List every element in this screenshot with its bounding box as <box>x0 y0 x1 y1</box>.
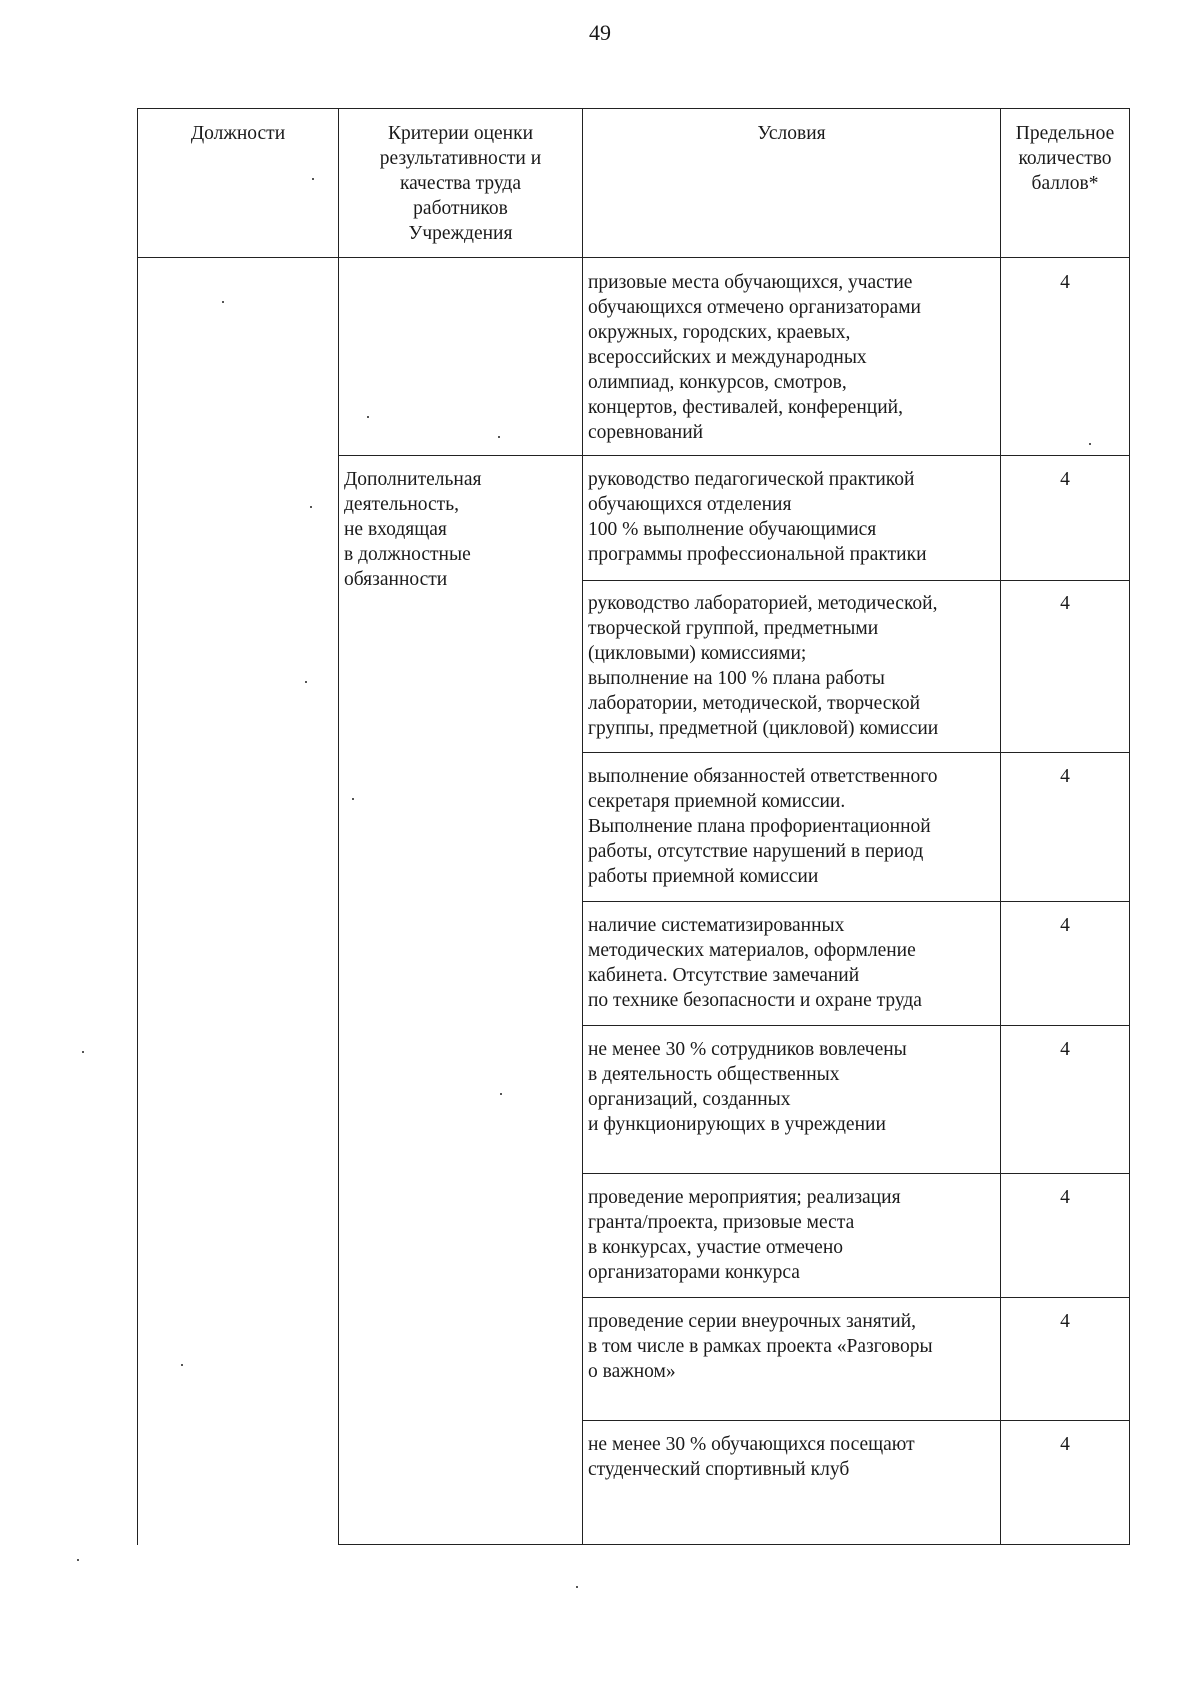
points-value: 4 <box>1060 1311 1070 1332</box>
header-bottom-border <box>137 257 1130 258</box>
scan-speck <box>82 1051 84 1053</box>
scan-speck <box>312 178 314 180</box>
condition-line: методических материалов, оформление <box>588 940 916 961</box>
header-conditions-label: Условия <box>757 123 826 144</box>
row-divider <box>582 1025 1130 1026</box>
scan-speck <box>181 1364 183 1366</box>
scan-speck <box>352 798 354 800</box>
right-border <box>1129 108 1130 1545</box>
table-bottom-border <box>338 1544 1130 1545</box>
condition-line: студенческий спортивный клуб <box>588 1459 850 1480</box>
table-row-conditions <box>588 764 998 889</box>
header-criteria-line: Критерии оценки <box>387 123 534 144</box>
table-row-points <box>1001 764 1129 789</box>
table-row-conditions <box>588 270 998 445</box>
condition-line: гранта/проекта, призовые места <box>588 1212 855 1233</box>
header-positions-label: Должности <box>190 123 286 144</box>
row-divider <box>582 1297 1130 1298</box>
condition-line: работы приемной комиссии <box>588 866 819 887</box>
header-criteria-line: работников <box>413 198 508 219</box>
condition-line: выполнение на 100 % плана работы <box>588 668 885 689</box>
row-divider <box>582 1420 1130 1421</box>
criterion-group-line: деятельность, <box>344 494 459 515</box>
table-row-conditions <box>588 591 998 741</box>
scan-speck <box>498 436 500 438</box>
condition-line: (цикловыми) комиссиями; <box>588 643 807 664</box>
scan-speck <box>77 1559 79 1561</box>
row-divider <box>582 752 1130 753</box>
header-positions <box>138 121 338 146</box>
row-divider <box>582 901 1130 902</box>
condition-line: организаций, созданных <box>588 1089 791 1110</box>
criterion-group-line: в должностные <box>344 544 471 565</box>
condition-line: творческой группой, предметными <box>588 618 879 639</box>
condition-line: и функционирующих в учреждении <box>588 1114 886 1135</box>
condition-line: о важном» <box>588 1361 676 1382</box>
condition-line: руководство лабораторией, методической, <box>588 593 938 614</box>
condition-line: наличие систематизированных <box>588 915 845 936</box>
scan-speck <box>500 1093 502 1095</box>
criterion-group-line: не входящая <box>344 519 447 540</box>
table-row-conditions <box>588 1185 998 1285</box>
header-criteria-line: результативности и <box>379 148 542 169</box>
scan-speck <box>222 301 224 303</box>
condition-line: работы, отсутствие нарушений в период <box>588 841 924 862</box>
scan-speck <box>310 506 312 508</box>
table-row-conditions <box>588 1037 998 1137</box>
table-row-points <box>1001 467 1129 492</box>
condition-line: проведение мероприятия; реализация <box>588 1187 901 1208</box>
condition-line: руководство педагогической практикой <box>588 469 915 490</box>
points-value: 4 <box>1060 1434 1070 1455</box>
points-value: 4 <box>1060 593 1070 614</box>
condition-line: соревнований <box>588 422 704 443</box>
row-divider <box>582 580 1130 581</box>
row-divider <box>582 1173 1130 1174</box>
left-border <box>137 108 138 1545</box>
points-value: 4 <box>1060 1039 1070 1060</box>
table-row-conditions <box>588 913 998 1013</box>
criterion-group-line: обязанности <box>344 569 448 590</box>
scan-speck <box>1089 443 1091 445</box>
condition-line: Выполнение плана профориентационной <box>588 816 931 837</box>
scan-speck <box>576 1586 578 1588</box>
page-number: 49 <box>589 20 611 45</box>
condition-line: не менее 30 % сотрудников вовлечены <box>588 1039 907 1060</box>
scan-speck <box>367 416 369 418</box>
column-divider <box>582 108 583 1545</box>
condition-line: не менее 30 % обучающихся посещают <box>588 1434 915 1455</box>
condition-line: в деятельность общественных <box>588 1064 840 1085</box>
table-row-points <box>1001 913 1129 938</box>
table-row-points <box>1001 1037 1129 1062</box>
column-divider <box>338 108 339 1545</box>
condition-line: лаборатории, методической, творческой <box>588 693 921 714</box>
condition-line: группы, предметной (цикловой) комиссии <box>588 718 939 739</box>
condition-line: программы профессиональной практики <box>588 544 927 565</box>
points-value: 4 <box>1060 272 1070 293</box>
criterion-group-label <box>344 467 579 592</box>
points-value: 4 <box>1060 469 1070 490</box>
table-row-points <box>1001 270 1129 295</box>
table-row-conditions <box>588 1432 998 1482</box>
table-top-border <box>137 108 1130 109</box>
header-conditions <box>583 121 1000 146</box>
criterion-group-line: Дополнительная <box>344 469 482 490</box>
condition-line: по технике безопасности и охране труда <box>588 990 922 1011</box>
condition-line: секретаря приемной комиссии. <box>588 791 846 812</box>
condition-line: 100 % выполнение обучающимися <box>588 519 877 540</box>
condition-line: всероссийских и международных <box>588 347 867 368</box>
condition-line: организаторами конкурса <box>588 1262 800 1283</box>
condition-line: кабинета. Отсутствие замечаний <box>588 965 860 986</box>
table-row-points <box>1001 1309 1129 1334</box>
table-row-conditions <box>588 1309 998 1384</box>
table-row-points <box>1001 591 1129 616</box>
condition-line: олимпиад, конкурсов, смотров, <box>588 372 847 393</box>
header-criteria <box>339 121 582 246</box>
header-criteria-line: Учреждения <box>408 223 513 244</box>
table-row-points <box>1001 1185 1129 1210</box>
header-criteria-line: качества труда <box>399 173 521 194</box>
condition-line: обучающихся отмечено организаторами <box>588 297 921 318</box>
header-max-points-line: количество <box>1018 148 1112 169</box>
points-value: 4 <box>1060 1187 1070 1208</box>
row-divider <box>338 455 1130 456</box>
condition-line: призовые места обучающихся, участие <box>588 272 913 293</box>
points-value: 4 <box>1060 766 1070 787</box>
table-row-conditions <box>588 467 998 567</box>
condition-line: обучающихся отделения <box>588 494 792 515</box>
points-value: 4 <box>1060 915 1070 936</box>
table-row-points <box>1001 1432 1129 1457</box>
scan-speck <box>305 681 307 683</box>
header-max-points-line: баллов* <box>1031 173 1099 194</box>
condition-line: окружных, городских, краевых, <box>588 322 851 343</box>
condition-line: концертов, фестивалей, конференций, <box>588 397 903 418</box>
header-max-points-line: Предельное <box>1015 123 1115 144</box>
header-max-points <box>1001 121 1129 196</box>
condition-line: проведение серии внеурочных занятий, <box>588 1311 917 1332</box>
condition-line: выполнение обязанностей ответственного <box>588 766 938 787</box>
condition-line: в том числе в рамках проекта «Разговоры <box>588 1336 933 1357</box>
condition-line: в конкурсах, участие отмечено <box>588 1237 844 1258</box>
